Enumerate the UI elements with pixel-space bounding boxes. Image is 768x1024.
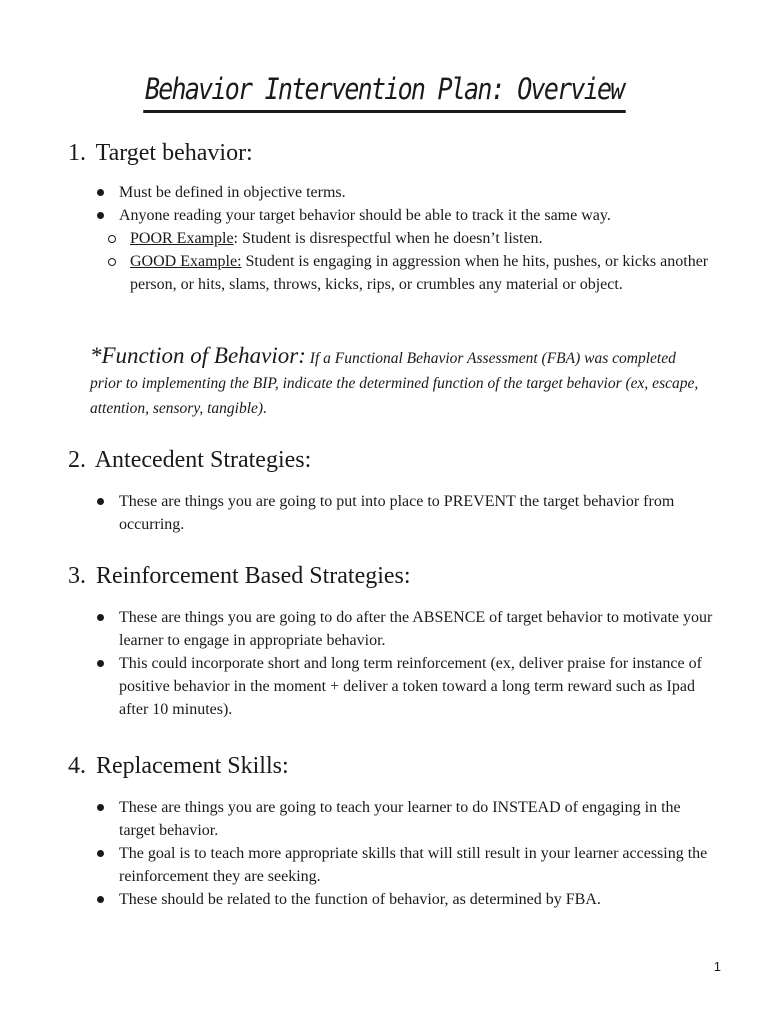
function-text: If a Functional Behavior Assessment (FBA) was completed prior to implementing the BIP, indicate the determined function of the target behavior (ex, escape, attention, sensory, tangible). <box>90 350 699 417</box>
page-number: 1 <box>713 959 721 974</box>
section-3-list <box>0 606 719 721</box>
section-2-list <box>0 490 719 536</box>
section-1-number: 1. <box>68 140 86 166</box>
good-example-item <box>0 250 720 296</box>
poor-example-item <box>0 227 720 250</box>
list-item: Anyone reading your target behavior should be able to track it the same way. <box>0 204 719 227</box>
section-1-list <box>0 181 720 296</box>
good-example-text: Student is engaging in aggression when he hits, pushes, or kicks another person, or hits, slams, throws, kicks, rips, or crumbles any material or object. <box>130 253 709 293</box>
function-heading: *Function of Behavior: <box>90 343 306 368</box>
document-title: Behavior Intervention Plan: Overview <box>143 72 625 113</box>
list-item: Must be defined in objective terms. <box>0 181 719 204</box>
section-1-title: Target behavior: <box>95 140 253 166</box>
section-2-number: 2. <box>68 447 86 473</box>
poor-example-label: POOR Example <box>130 230 234 247</box>
list-item: This could incorporate short and long term reinforcement (ex, deliver praise for instance of positive behavior in the moment + deliver a token toward a long term reward such as Ipad after 10 minutes). <box>0 652 719 721</box>
document-title-wrap <box>0 72 768 113</box>
section-4-list <box>0 796 719 911</box>
poor-example-text: : Student is disrespectful when he doesn’t listen. <box>233 230 543 247</box>
list-item: These are things you are going to do after the ABSENCE of target behavior to motivate your learner to engage in appropriate behavior. <box>0 606 719 652</box>
section-3-number: 3. <box>68 563 86 589</box>
section-1-heading <box>68 140 253 167</box>
section-4-number: 4. <box>68 753 86 779</box>
section-4-title: Replacement Skills: <box>96 753 289 779</box>
section-2-heading <box>68 447 311 474</box>
list-item: These should be related to the function of behavior, as determined by FBA. <box>0 888 719 911</box>
section-4-heading <box>68 753 289 780</box>
function-of-behavior-note <box>90 343 710 421</box>
section-3-title: Reinforcement Based Strategies: <box>96 563 411 589</box>
list-item: These are things you are going to teach your learner to do INSTEAD of engaging in the target behavior. <box>0 796 719 842</box>
list-item: These are things you are going to put into place to PREVENT the target behavior from occurring. <box>0 490 719 536</box>
good-example-label: GOOD Example: <box>130 253 242 270</box>
section-2-title: Antecedent Strategies: <box>94 447 312 473</box>
list-item: The goal is to teach more appropriate skills that will still result in your learner accessing the reinforcement they are seeking. <box>0 842 719 888</box>
section-3-heading <box>68 563 411 590</box>
